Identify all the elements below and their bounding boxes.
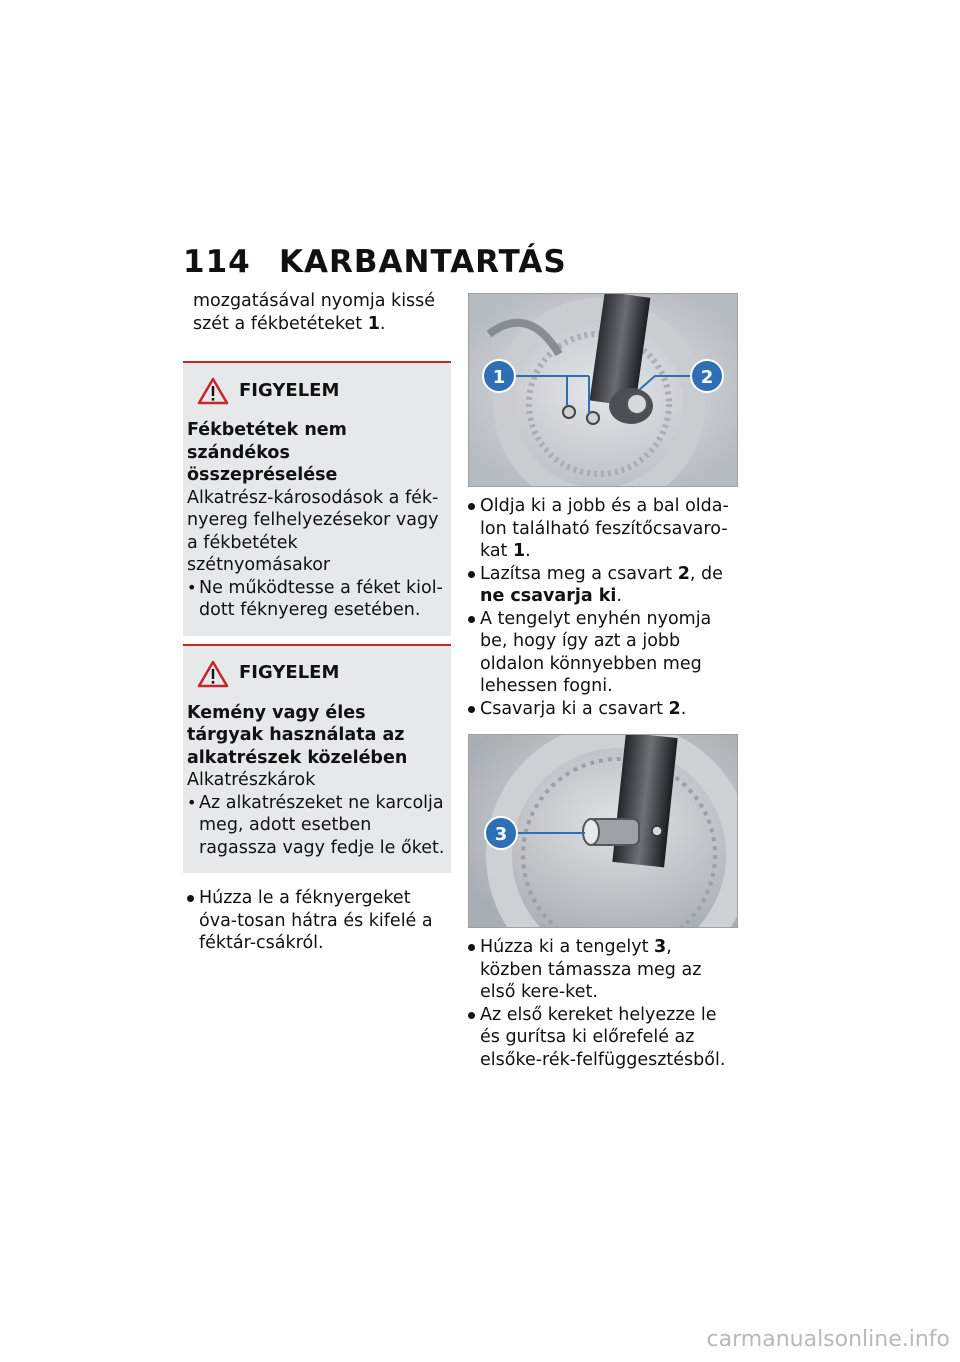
photo-illustration-1	[469, 294, 737, 486]
right-column	[468, 293, 738, 1071]
warning-bullet: • Ne működtesse a féket kiol-dott féknyereg esetében.	[187, 577, 445, 622]
callout-badge-2	[691, 360, 723, 392]
svg-text:3: 3	[494, 824, 508, 845]
photo-axle-removal	[468, 734, 738, 928]
warning-bullet: • Az alkatrészeket ne karcolja meg, adott esetben ragassza vagy fedje le őket.	[187, 792, 445, 860]
svg-text:1: 1	[492, 367, 506, 388]
step-item: Csavarja ki a csavart 2.	[468, 698, 738, 721]
warning-heading: Kemény vagy éles tárgyak használata az alkatrészek közelében	[187, 702, 408, 768]
watermark: carmanualsonline.info	[706, 1327, 950, 1352]
warning-body: Alkatrész-károsodások a fék-nyereg felhelyezésekor vagy a fékbetétek szétnyomásakor	[187, 487, 439, 575]
page-header	[183, 244, 567, 280]
step-item: Oldja ki a jobb és a bal olda-lon található feszítőcsavaro-kat 1.	[468, 495, 738, 563]
warning-label: FIGYELEM	[239, 379, 340, 401]
step-item: Húzza le a féknyergeket óva-tosan hátra és kifelé a féktár-csákról.	[187, 887, 451, 955]
warning-label: FIGYELEM	[239, 662, 340, 684]
step-item: Lazítsa meg a csavart 2, de ne csavarja ki.	[468, 563, 738, 608]
callout-badge-3	[485, 817, 517, 849]
warning-body: Alkatrészkárok	[187, 770, 316, 790]
warning-heading: Fékbetétek nem szándékos összepréselése	[187, 420, 347, 485]
svg-text:2: 2	[700, 367, 714, 388]
callout-badge-1	[483, 360, 515, 392]
step-item: Az első kereket helyezze le és gurítsa ki előrefelé az elsőke-rék-felfüggesztésből.	[468, 1004, 738, 1072]
photo-brake-axle	[468, 293, 738, 487]
warning-triangle-icon	[197, 377, 229, 405]
step-item: Húzza ki a tengelyt 3, közben támassza meg az első kere-ket.	[468, 936, 738, 1004]
warning-header	[187, 377, 445, 405]
steps-list-2	[468, 936, 738, 1071]
photo-illustration-2	[469, 735, 737, 927]
warning-header	[187, 660, 445, 688]
left-column	[187, 290, 451, 955]
warning-box-1	[183, 361, 451, 636]
steps-list-1	[468, 495, 738, 720]
step-item: A tengelyt enyhén nyomja be, hogy így azt a jobb oldalon könnyebben meg lehessen fogni.	[468, 608, 738, 698]
page-number: 114	[183, 244, 251, 280]
warning-triangle-icon	[197, 660, 229, 688]
intro-text: mozgatásával nyomja kissé szét a fékbetéteket 1.	[193, 291, 436, 334]
warning-box-2	[183, 644, 451, 874]
chapter-title: KARBANTARTÁS	[279, 244, 567, 280]
